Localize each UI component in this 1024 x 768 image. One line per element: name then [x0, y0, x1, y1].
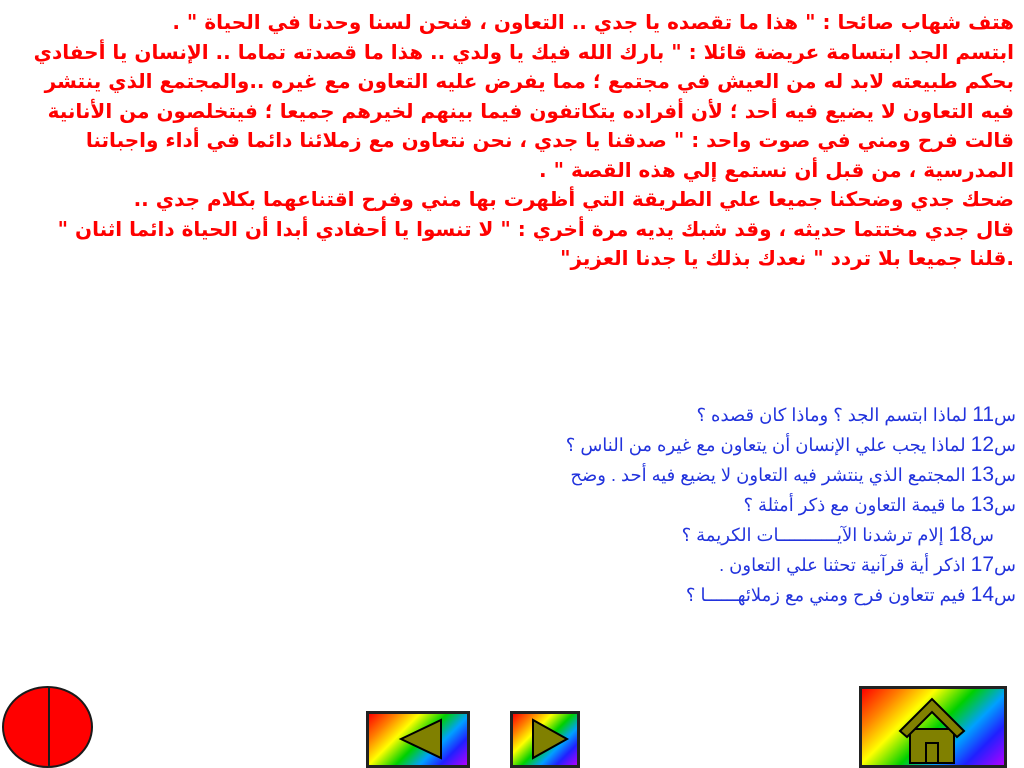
question-text: لماذا ابتسم الجد ؟ وماذا كان قصده ؟	[696, 405, 973, 425]
question-number: 12	[970, 433, 995, 456]
red-circle-icon[interactable]	[2, 686, 93, 768]
question-text: لماذا يجب علي الإنسان أن يتعاون مع غيره من الناس ؟	[565, 435, 971, 455]
question-prefix: س	[994, 465, 1016, 485]
circle-divider	[48, 688, 50, 766]
question-prefix: س	[994, 435, 1016, 455]
question-item	[380, 430, 1016, 460]
triangle-right-icon	[513, 714, 577, 765]
question-text: المجتمع الذي ينتشر فيه التعاون لا يضيع فيه أحد . وضح	[570, 465, 971, 485]
home-button[interactable]	[859, 686, 1007, 768]
question-number: 17	[970, 553, 995, 576]
question-prefix: س	[994, 555, 1016, 575]
question-number: 13	[970, 493, 995, 516]
story-paragraph: قال جدي مختتما حديثه ، وقد شبك يديه مرة أخري : " لا تنسوا يا أحفادي أبدا أن الحياة دائما اثنان " .قلنا جميعا بلا تردد " نعدك بذلك يا جدنا العزيز"	[57, 216, 1014, 270]
question-item	[380, 550, 1016, 580]
question-list	[380, 400, 1016, 610]
question-text: ما قيمة التعاون مع ذكر أمثلة ؟	[743, 495, 971, 515]
story-paragraph: هتف شهاب صائحا : " هذا ما تقصده يا جدي .. التعاون ، فنحن لسنا وحدنا في الحياة " .	[172, 10, 1014, 34]
question-number: 13	[970, 463, 995, 486]
question-text: إلام ترشدنا الآيـــــــــــات الكريمة ؟	[681, 525, 949, 545]
question-number: 18	[948, 523, 973, 546]
question-prefix: س	[994, 495, 1016, 515]
question-number: 14	[970, 583, 995, 606]
triangle-left-icon	[369, 714, 467, 765]
question-text: اذكر أية قرآنية تحثنا علي التعاون .	[719, 555, 971, 575]
story-paragraph: ضحك جدي وضحكنا جميعا علي الطريقة التي أظهرت بها مني وفرح اقتناعهما بكلام جدي ..	[133, 187, 1014, 211]
question-prefix: س	[994, 405, 1016, 425]
previous-button[interactable]	[366, 711, 470, 768]
story-paragraph: ابتسم الجد ابتسامة عريضة قائلا : " بارك الله فيك يا ولدي .. هذا ما قصدته تماما .. الإنسان يا أحفادي بحكم طبيعته لابد له من العيش في مجتمع ؛ مما يفرض عليه التعاون مع غيره ..والمجتمع الذي ينتشر فيه التعاون لا يضيع فيه أحد ؛ لأن أفراده يتكاتفون فيما بينهم لخيرهم جميعا ؛ فيتخلصون من الأنانية قالت فرح ومني في صوت واحد : " صدقنا يا جدي ، نحن نتعاون مع زملائنا دائما في أداء واجباتنا المدرسية ، من قبل أن نستمع إلي هذه القصة " .	[33, 39, 1014, 182]
question-text: فيم تتعاون فرح ومني مع زملائهــــــا ؟	[685, 585, 971, 605]
question-item	[380, 400, 1016, 430]
question-item	[380, 520, 1016, 550]
question-item	[380, 490, 1016, 520]
question-item	[380, 460, 1016, 490]
question-item	[380, 580, 1016, 610]
question-prefix: س	[994, 585, 1016, 605]
question-number: 11	[972, 403, 995, 426]
question-prefix: س	[972, 525, 994, 545]
story-text	[18, 8, 1014, 274]
house-icon	[862, 689, 1004, 765]
next-button[interactable]	[510, 711, 580, 768]
